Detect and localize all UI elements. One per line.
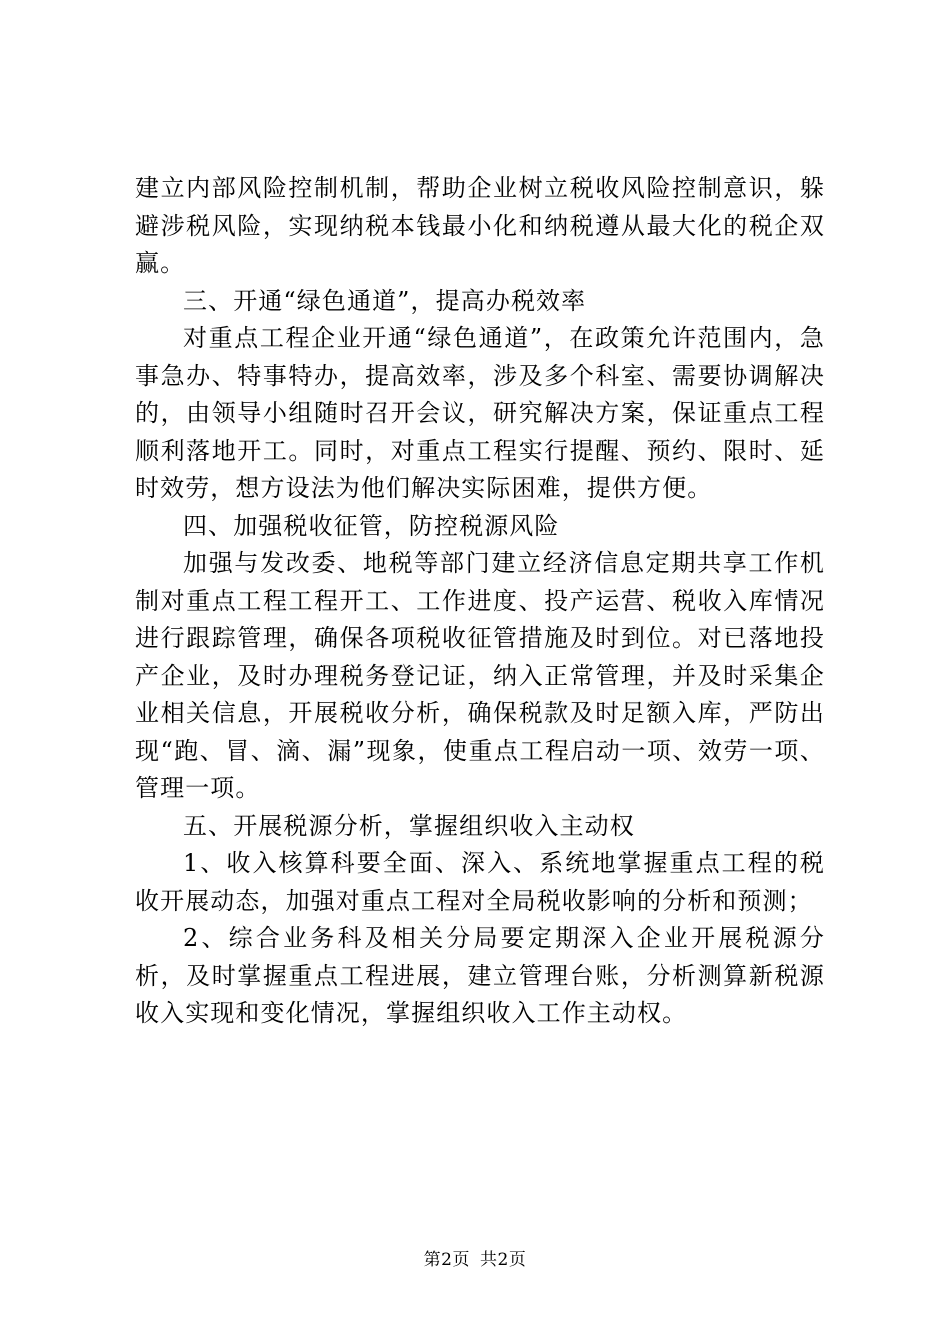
- paragraph-green-channel: 对重点工程企业开通“绿色通道”，在政策允许范围内，急事急办、特事特办，提高效率，涉及多个科室、需要协调解决的，由领导小组随时召开会议，研究解决方案，保证重点工程顺利落地开工。同时，对重点工程实行提醒、预约、限时、延时效劳，想方设法为他们解决实际困难，提供方便。: [135, 324, 825, 502]
- paragraph-item-1: 1、收入核算科要全面、深入、系统地掌握重点工程的税收开展动态，加强对重点工程对全局税收影响的分析和预测；: [135, 849, 825, 915]
- page-total: 共2页: [480, 1250, 527, 1270]
- document-body: [135, 170, 825, 1033]
- page-footer: [0, 1245, 950, 1270]
- section-heading-3: 三、开通“绿色通道”，提高办税效率: [183, 286, 587, 315]
- page-number: 第2页: [423, 1250, 470, 1270]
- paragraph-tax-collection: 加强与发改委、地税等部门建立经济信息定期共享工作机制对重点工程工程开工、工作进度、投产运营、税收入库情况进行跟踪管理，确保各项税收征管措施及时到位。对已落地投产企业，及时办理税务登记证，纳入正常管理，并及时采集企业相关信息，开展税收分析，确保税款及时足额入库，严防出现“跑、冒、滴、漏”现象，使重点工程启动一项、效劳一项、管理一项。: [135, 549, 825, 802]
- section-heading-5: 五、开展税源分析，掌握组织收入主动权: [183, 811, 635, 840]
- section-heading-4: 四、加强税收征管，防控税源风险: [183, 511, 560, 540]
- paragraph-continuation: 建立内部风险控制机制，帮助企业树立税收风险控制意识，躲避涉税风险，实现纳税本钱最小化和纳税遵从最大化的税企双赢。: [135, 174, 825, 277]
- paragraph-item-2: 2、综合业务科及相关分局要定期深入企业开展税源分析，及时掌握重点工程进展，建立管理台账，分析测算新税源收入实现和变化情况，掌握组织收入工作主动权。: [135, 924, 825, 1027]
